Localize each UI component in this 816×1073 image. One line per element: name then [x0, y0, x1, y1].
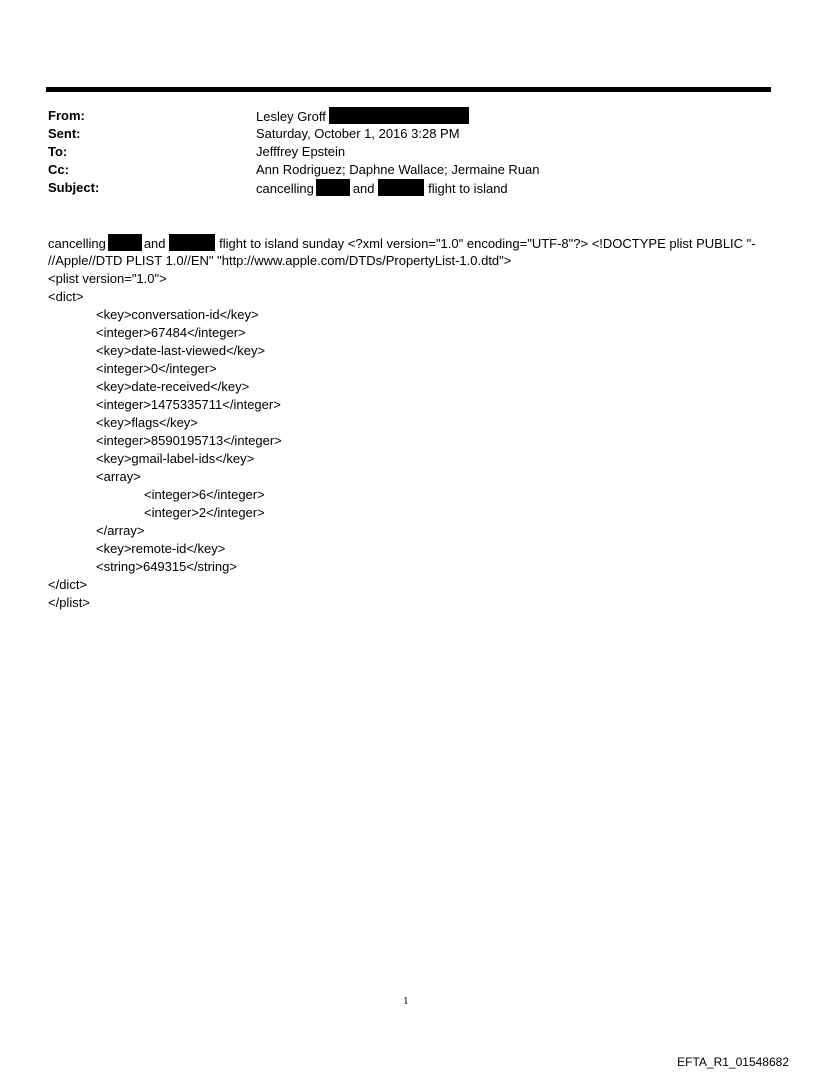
bates-number: EFTA_R1_01548682	[677, 1055, 789, 1069]
cc-label: Cc:	[48, 162, 69, 177]
body-line: <key>conversation-id</key>	[96, 307, 259, 322]
body-line: <array>	[96, 469, 141, 484]
redaction-box	[378, 179, 424, 196]
body-line: <integer>6</integer>	[144, 487, 265, 502]
subject-value	[256, 179, 508, 198]
body-line: <string>649315</string>	[96, 559, 237, 574]
sent-label: Sent:	[48, 126, 81, 141]
body-line: <key>remote-id</key>	[96, 541, 226, 556]
body-line: </dict>	[48, 577, 88, 592]
from-label: From:	[48, 108, 85, 123]
body-line: <key>date-last-viewed</key>	[96, 343, 266, 358]
body-line: <key>flags</key>	[96, 415, 198, 430]
body-line: <integer>1475335711</integer>	[96, 397, 281, 412]
cc-value: Ann Rodriguez; Daphne Wallace; Jermaine Ruan	[256, 162, 540, 177]
body-line: //Apple//DTD PLIST 1.0//EN" "http://www.apple.com/DTDs/PropertyList-1.0.dtd">	[48, 253, 512, 268]
redaction-box	[316, 179, 350, 196]
body-line: <integer>2</integer>	[144, 505, 265, 520]
body-line: </array>	[96, 523, 145, 538]
subject-text-part3: flight to island	[428, 181, 508, 196]
body-line: <key>date-received</key>	[96, 379, 250, 394]
subject-text-part1: cancelling	[256, 181, 314, 196]
to-label: To:	[48, 144, 68, 159]
body-line: <integer>8590195713</integer>	[96, 433, 282, 448]
body-line: <plist version="1.0">	[48, 271, 167, 286]
body-text-part2: and	[143, 236, 166, 251]
to-value: Jefffrey Epstein	[256, 144, 346, 159]
from-name: Lesley Groff	[256, 109, 326, 124]
body-line: <dict>	[48, 289, 84, 304]
body-text-part3: flight to island sunday <?xml version="1.0" encoding="UTF-8"?> <!DOCTYPE plist PUBLIC "-	[219, 236, 756, 251]
body-line: <integer>0</integer>	[96, 361, 217, 376]
body-line	[48, 234, 756, 252]
body-line: <key>gmail-label-ids</key>	[96, 451, 255, 466]
redaction-box	[329, 107, 469, 124]
from-value	[256, 107, 469, 126]
redaction-box	[169, 234, 215, 251]
subject-text-part2: and	[352, 181, 375, 196]
message-body	[48, 234, 756, 612]
page-number: 1	[403, 995, 409, 1007]
sent-value: Saturday, October 1, 2016 3:28 PM	[256, 126, 460, 141]
redaction-box	[108, 234, 142, 251]
body-line: <integer>67484</integer>	[96, 325, 246, 340]
body-text-part1: cancelling	[48, 236, 106, 251]
subject-label: Subject:	[48, 180, 100, 195]
body-line: </plist>	[48, 595, 90, 610]
header-rule	[46, 87, 771, 92]
